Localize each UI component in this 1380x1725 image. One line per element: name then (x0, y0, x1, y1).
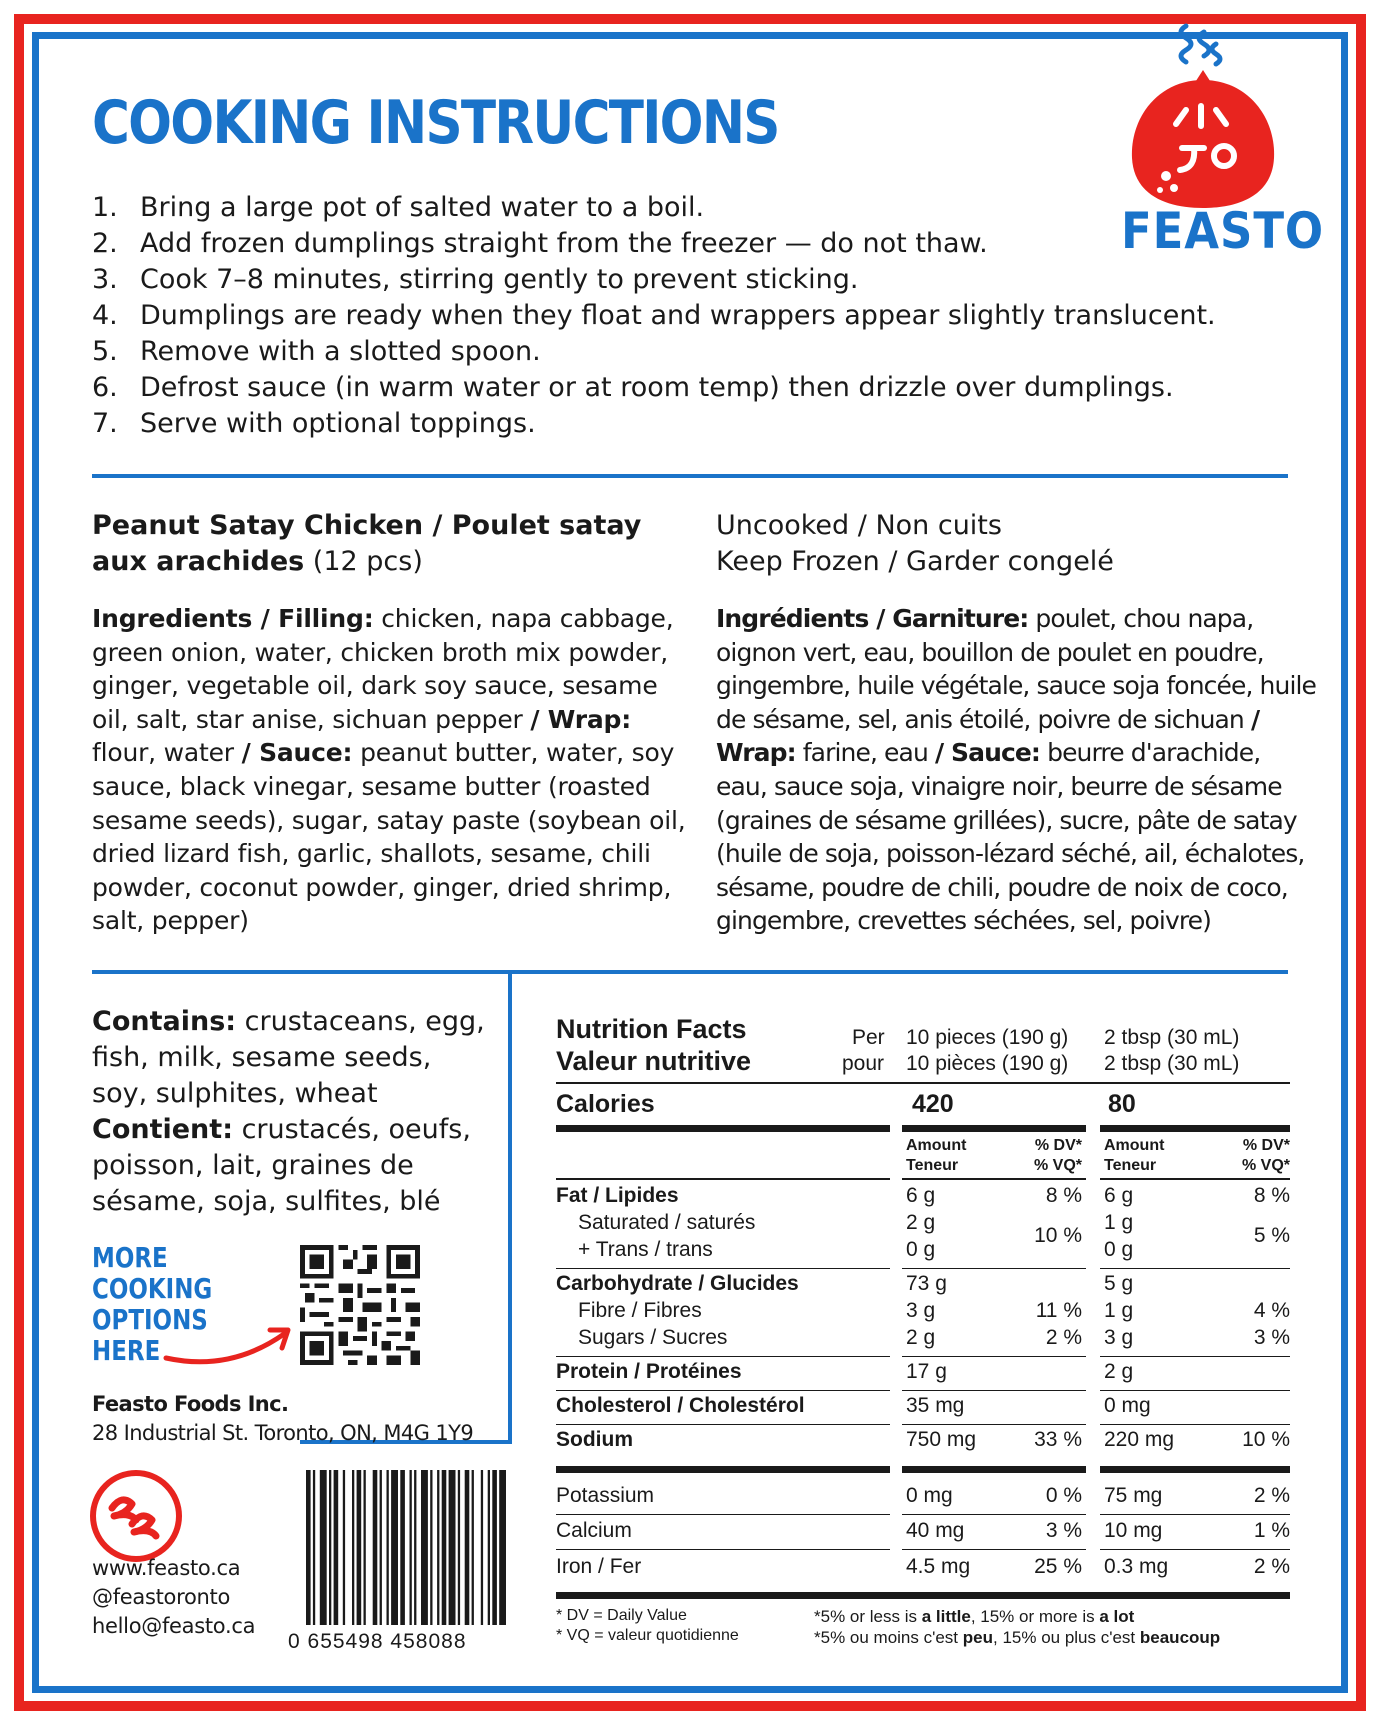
nf-calories-label: Calories (556, 1090, 655, 1118)
nf-protein-a1: 17 g (906, 1360, 947, 1383)
nf-trans-a1: 0 g (906, 1238, 936, 1261)
nf-sugars-d1: 2 % (1045, 1326, 1082, 1349)
nf-iron-a1: 4.5 mg (906, 1555, 971, 1578)
nutrition-facts-table (556, 1012, 1290, 1648)
nf-sat-a1: 2 g (906, 1211, 936, 1234)
step-item: 4. Dumplings are ready when they float and wrappers appear slightly translucent. (92, 300, 1216, 331)
nf-sat-label: Saturated / saturés (578, 1211, 756, 1234)
nf-thick-rule (556, 1125, 890, 1132)
nf-calories-2: 80 (1108, 1090, 1136, 1118)
nf-rule (902, 1178, 1086, 1180)
nf-fat-label: Fat / Lipides (556, 1184, 679, 1207)
nf-calories-1: 420 (912, 1090, 954, 1118)
nf-calcium-label: Calcium (556, 1519, 632, 1542)
nf-thick-rule (1100, 1125, 1290, 1132)
nf-calcium-a1: 40 mg (906, 1519, 965, 1542)
nf-carb-label: Carbohydrate / Glucides (556, 1272, 799, 1295)
nf-fat-d2: 8 % (1253, 1184, 1290, 1207)
nf-footnote-levels: *5% or less is a little, 15% or more is a lot *5% ou moins c'est peu, 15% ou plus c'est beaucoup (814, 1607, 1221, 1647)
nf-thick-rule (902, 1125, 1086, 1132)
nf-potassium-label: Potassium (556, 1484, 655, 1507)
step-item: 1. Bring a large pot of salted water to a boil. (92, 192, 705, 223)
nf-rule (1100, 1178, 1290, 1180)
nf-iron-a2: 0.3 mg (1104, 1555, 1169, 1578)
nf-thick-rule (1100, 1466, 1290, 1473)
email-link[interactable]: hello@feasto.ca (92, 1614, 256, 1638)
more-cooking-options[interactable]: MORE COOKING OPTIONS HERE (92, 1241, 213, 1367)
cooking-steps (92, 190, 1216, 442)
nf-protein-a2: 2 g (1104, 1360, 1134, 1383)
nf-sugars-label: Sugars / Sucres (578, 1326, 728, 1349)
nf-serving2-fr: 2 tbsp (30 mL) (1104, 1052, 1240, 1075)
divider (92, 970, 1288, 974)
nf-carb-a2: 5 g (1104, 1272, 1134, 1295)
nf-dv-header-2: % DV* % VQ* (1241, 1137, 1290, 1174)
company-info: Feasto Foods Inc. 28 Industrial St. Toronto, ON, M4G 1Y9 (92, 1392, 474, 1445)
divider (92, 474, 1288, 478)
nf-iron-label: Iron / Fer (556, 1555, 642, 1578)
step-item: 3. Cook 7–8 minutes, stirring gently to prevent sticking. (92, 264, 859, 295)
step-item: 7. Serve with optional toppings. (92, 408, 536, 439)
nf-title-en: Nutrition Facts (556, 1014, 747, 1044)
product-state: Uncooked / Non cuits Keep Frozen / Garder congelé (716, 510, 1114, 577)
vertical-divider (508, 970, 512, 1440)
nf-sat-trans-d1: 10 % (1034, 1224, 1082, 1247)
nf-sodium-a1: 750 mg (906, 1428, 977, 1451)
nf-iron-d2: 2 % (1253, 1555, 1290, 1578)
nf-protein-label: Protein / Protéines (556, 1360, 742, 1383)
nf-rule (556, 1082, 1290, 1084)
step-item: 2. Add frozen dumplings straight from the freezer — do not thaw. (92, 228, 988, 259)
barcode-number: 0 655498 458088 (288, 1630, 467, 1653)
nf-trans-a2: 0 g (1104, 1238, 1134, 1261)
nf-sugars-d2: 3 % (1253, 1326, 1290, 1349)
nf-dv-header-1: % DV* % VQ* (1033, 1137, 1082, 1174)
nf-sugars-a2: 3 g (1104, 1326, 1134, 1349)
nf-thick-rule (556, 1592, 1290, 1599)
nf-sat-a2: 1 g (1104, 1211, 1134, 1234)
nf-fibre-d1: 11 % (1035, 1299, 1082, 1322)
nf-iron-d1: 25 % (1034, 1555, 1082, 1578)
nf-sat-trans-d2: 5 % (1253, 1224, 1290, 1247)
nf-thick-rule (556, 1466, 890, 1473)
ingredients-english: Ingredients / Filling: chicken, napa cabbage, green onion, water, chicken broth mix powder, ginger, vegetable oil, dark soy sauce, sesame oil, salt, star anise, sichuan pepper / Wrap: flour, water / Sauce: peanut butter, water, soy sauce, black vinegar, sesame butter (roasted sesame seeds), sugar, satay paste (soybean oil, dried lizard fish, garlic, shallots, sesame, chili powder, coconut powder, ginger, dried shrimp, salt, pepper) (92, 604, 686, 936)
nf-sodium-a2: 220 mg (1104, 1428, 1175, 1451)
step-item: 5. Remove with a slotted spoon. (92, 336, 541, 367)
nf-potassium-d1: 0 % (1045, 1484, 1082, 1507)
nf-calcium-d1: 3 % (1045, 1519, 1082, 1542)
nf-fibre-a2: 1 g (1104, 1299, 1134, 1322)
nf-fibre-a1: 3 g (906, 1299, 936, 1322)
nf-amount-header-1: Amount Teneur (906, 1137, 967, 1174)
nf-chol-label: Cholesterol / Cholestérol (556, 1394, 805, 1417)
nf-sugars-a1: 2 g (906, 1326, 936, 1349)
nf-fat-d1: 8 % (1045, 1184, 1082, 1207)
brand-name: FEASTO (1121, 202, 1325, 260)
nf-potassium-a1: 0 mg (906, 1484, 953, 1507)
website-link[interactable]: www.feasto.ca (92, 1556, 241, 1580)
feasto-stamp-icon (88, 1468, 184, 1564)
nf-serving1-fr: 10 pièces (190 g) (906, 1052, 1069, 1075)
ingredients-french: Ingrédients / Garniture: poulet, chou napa, oignon vert, eau, bouillon de poulet en poudre, gingembre, huile végétale, sauce soja foncée, huile de sésame, sel, anis étoilé, poivre de sichuan / Wrap: farine, eau / Sauce: beurre d'arachide, eau, sauce soja, vinaigre noir, beurre de sésame (graines de sésame grillées), sucre, pâte de satay (huile de soja, poisson-lézard séché, ail, échalotes, sésame, poudre de chili, poudre de noix de coco, gingembre, crevettes séchées, sel, poivre) (716, 604, 1317, 936)
barcode-icon (306, 1470, 506, 1625)
nf-thick-rule (902, 1466, 1086, 1473)
nf-chol-a2: 0 mg (1104, 1394, 1151, 1417)
nf-potassium-d2: 2 % (1253, 1484, 1290, 1507)
curved-arrow-icon (160, 1320, 300, 1370)
nf-fibre-label: Fibre / Fibres (578, 1299, 702, 1322)
page-title: COOKING INSTRUCTIONS (92, 88, 779, 158)
nf-sodium-label: Sodium (556, 1428, 633, 1451)
product-name: Peanut Satay Chicken / Poulet satay aux arachides (12 pcs) (92, 510, 642, 577)
nf-per-en: Per (852, 1026, 885, 1049)
nf-fat-a2: 6 g (1104, 1184, 1134, 1207)
nf-amount-header-2: Amount Teneur (1104, 1137, 1165, 1174)
nf-carb-a1: 73 g (906, 1272, 947, 1295)
nf-fat-a1: 6 g (906, 1184, 936, 1207)
nf-rule (556, 1178, 890, 1180)
nf-serving1-en: 10 pieces (190 g) (906, 1026, 1069, 1049)
allergens: Contains: crustaceans, egg, fish, milk, sesame seeds, soy, sulphites, wheat Contient: crustacés, oeufs, poisson, lait, graines de sésame, soja, sulfites, blé (92, 1006, 485, 1217)
nf-serving2-en: 2 tbsp (30 mL) (1104, 1026, 1240, 1049)
steam-icon (1181, 26, 1220, 64)
step-item: 6. Defrost sauce (in warm water or at room temp) then drizzle over dumplings. (92, 372, 1174, 403)
nf-chol-a1: 35 mg (906, 1394, 965, 1417)
nf-calcium-a2: 10 mg (1104, 1519, 1163, 1542)
nf-sodium-d1: 33 % (1034, 1428, 1082, 1451)
qr-code-icon[interactable] (300, 1245, 420, 1365)
contact-info (92, 1554, 255, 1641)
nf-calcium-d2: 1 % (1253, 1519, 1290, 1542)
nf-title-fr: Valeur nutritive (556, 1046, 752, 1076)
nf-trans-label: + Trans / trans (578, 1238, 713, 1261)
nf-per-fr: pour (842, 1052, 885, 1075)
social-handle[interactable]: @feastoronto (92, 1585, 231, 1609)
nf-fibre-d2: 4 % (1253, 1299, 1290, 1322)
nf-sodium-d2: 10 % (1242, 1428, 1290, 1451)
nf-footnote-dv: * DV = Daily Value * VQ = valeur quotidienne (556, 1607, 739, 1644)
nf-potassium-a2: 75 mg (1104, 1484, 1163, 1507)
